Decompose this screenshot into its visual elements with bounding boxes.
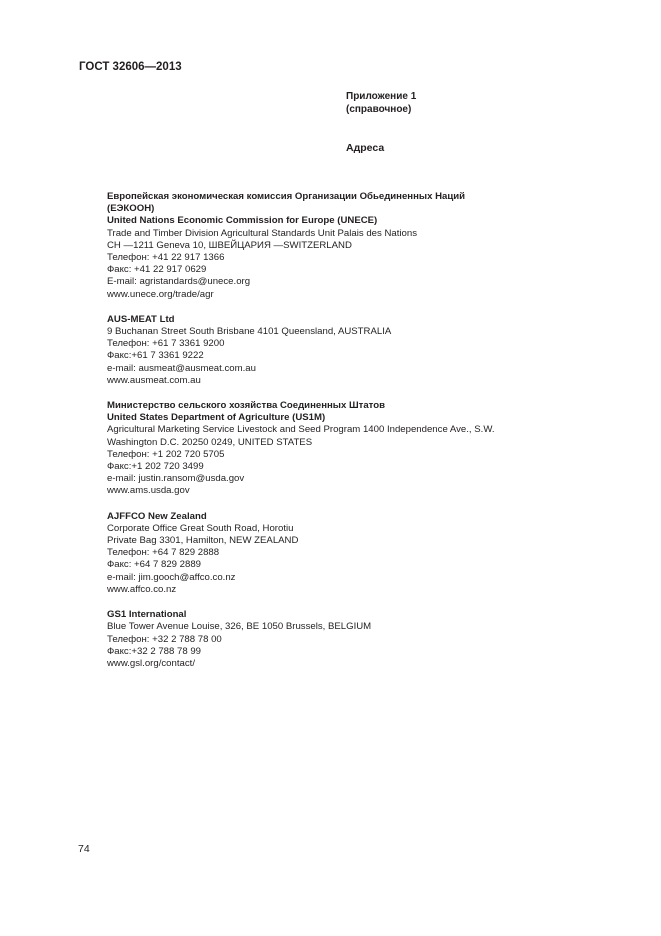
address-entry-ajffco [107,511,627,596]
fax: Факс:+32 2 788 78 99 [107,645,202,657]
address-list [107,191,627,683]
org-name: Европейская экономическая комиссия Организации Обьединенных Наций [107,191,466,202]
org-name: (ЕЭКООН) [107,203,155,215]
email: E-mail: agristandards@unece.org [107,276,251,288]
org-name: United States Department of Agriculture (US1M) [107,412,326,424]
address-line: Agricultural Marketing Service Livestock and Seed Program 1400 Independence Ave., S.W. [107,424,495,436]
address-line: Blue Tower Avenue Louise, 326, BE 1050 Brussels, BELGIUM [107,621,372,633]
address-entry-usda [107,400,627,498]
address-line: 9 Buchanan Street South Brisbane 4101 Queensland, AUSTRALIA [107,326,392,338]
website: www.unece.org/trade/agr [107,288,214,300]
address-line: CH —1211 Geneva 10, ШВЕЙЦАРИЯ —SWITZERLAND [107,239,352,251]
address-line: Trade and Timber Division Agricultural Standards Unit Palais des Nations [107,227,417,239]
org-name: United Nations Economic Commission for Europe (UNECE) [107,215,378,227]
phone: Телефон: +41 22 917 1366 [107,252,225,264]
org-name: AJFFCO New Zealand [107,510,207,522]
website: www.affco.co.nz [107,583,177,595]
address-entry-unece [107,191,627,301]
website: www.ausmeat.com.au [107,374,201,386]
fax: Факс:+1 202 720 3499 [107,461,204,473]
phone: Телефон: +64 7 829 2888 [107,547,220,559]
address-entry-gs1 [107,609,627,670]
website: www.gsl.org/contact/ [107,657,195,669]
phone: Телефон: +32 2 788 78 00 [107,633,222,645]
address-line: Private Bag 3301, Hamilton, NEW ZEALAND [107,535,299,547]
org-name: Министерство сельского хозяйства Соединенных Штатов [107,400,386,412]
fax: Факс: +41 22 917 0629 [107,264,207,276]
address-entry-aus-meat [107,314,627,387]
email: e-mail: justin.ransom@usda.gov [107,473,245,485]
fax: Факс: +64 7 829 2889 [107,559,202,571]
fax: Факс:+61 7 3361 9222 [107,350,204,362]
email: e-mail: ausmeat@ausmeat.com.au [107,362,256,374]
email: e-mail: jim.gooch@affco.co.nz [107,571,236,583]
phone: Телефон: +1 202 720 5705 [107,448,225,460]
address-line: Corporate Office Great South Road, Horotiu [107,522,294,534]
page-number: 74 [78,843,90,855]
website: www.ams.usda.gov [107,485,190,497]
standard-header: ГОСТ 32606—2013 [79,61,182,73]
address-line: Washington D.C. 20250 0249, UNITED STATES [107,436,313,448]
org-name: GS1 International [107,609,187,621]
phone: Телефон: +61 7 3361 9200 [107,338,225,350]
org-name: AUS-MEAT Ltd [107,313,175,325]
